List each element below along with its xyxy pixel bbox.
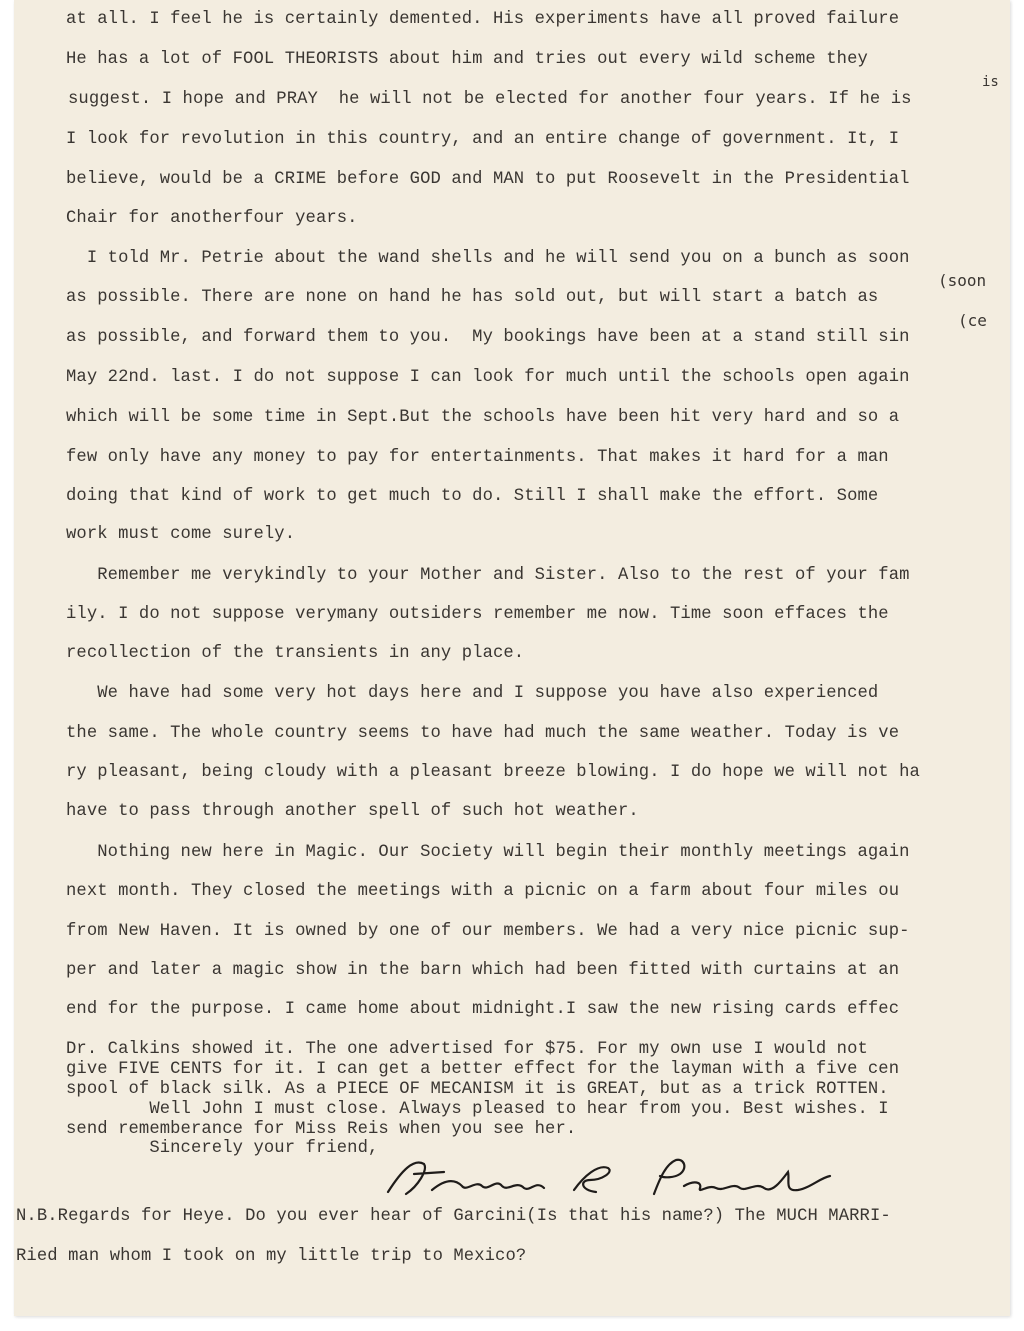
- letter-line: give FIVE CENTS for it. I can get a better effect for the layman with a five cen: [66, 1060, 900, 1079]
- letter-line: Well John I must close. Always pleased to hear from you. Best wishes. I: [66, 1100, 889, 1119]
- margin-note: (soon: [938, 271, 987, 290]
- letter-line: ry pleasant, being cloudy with a pleasant breeze blowing. I do hope we will not ha: [66, 763, 920, 782]
- margin-note: (ce: [958, 311, 987, 330]
- letter-line: work must come surely.: [66, 525, 296, 544]
- letter-line: next month. They closed the meetings with a picnic on a farm about four miles ou: [66, 882, 900, 901]
- letter-line: May 22nd. last. I do not suppose I can look for much until the schools open again: [66, 368, 910, 387]
- letter-line: per and later a magic show in the barn which had been fitted with curtains at an: [66, 961, 900, 980]
- letter-line: We have had some very hot days here and I suppose you have also experienced: [66, 684, 879, 703]
- letter-line: ily. I do not suppose verymany outsiders remember me now. Time soon effaces the: [66, 605, 889, 624]
- letter-line: which will be some time in Sept.But the schools have been hit very hard and so a: [66, 408, 900, 427]
- letter-line: recollection of the transients in any place.: [66, 644, 525, 663]
- margin-note: is: [982, 74, 999, 90]
- letter-line: as possible, and forward them to you. My bookings have been at a stand still sin: [66, 328, 910, 347]
- postscript-line: N.B.Regards for Heye. Do you ever hear of Garcini(Is that his name?) The MUCH MARRI-: [16, 1207, 891, 1226]
- letter-line: the same. The whole country seems to have had much the same weather. Today is ve: [66, 724, 900, 743]
- letter-line: I look for revolution in this country, and an entire change of government. It, I: [66, 130, 900, 149]
- letter-line: Remember me verykindly to your Mother and Sister. Also to the rest of your fam: [66, 566, 910, 585]
- letter-line: believe, would be a CRIME before GOD and MAN to put Roosevelt in the Presidential: [66, 170, 910, 189]
- letter-line: I told Mr. Petrie about the wand shells and he will send you on a bunch as soon: [66, 249, 910, 268]
- letter-line: suggest. I hope and PRAY he will not be elected for another four years. If he is: [68, 90, 912, 109]
- letter-line: end for the purpose. I came home about midnight.I saw the new rising cards effec: [66, 1000, 900, 1019]
- letter-line: Chair for anotherfour years.: [66, 209, 358, 228]
- letter-line: Dr. Calkins showed it. The one advertised for $75. For my own use I would not: [66, 1040, 868, 1059]
- letter-line: doing that kind of work to get much to do. Still I shall make the effort. Some: [66, 487, 879, 506]
- letter-line: as possible. There are none on hand he has sold out, but will start a batch as: [66, 288, 879, 307]
- letter-line: Sincerely your friend,: [66, 1139, 379, 1158]
- letter-line: spool of black silk. As a PIECE OF MECANISM it is GREAT, but as a trick ROTTEN.: [66, 1080, 889, 1099]
- letter-line: have to pass through another spell of such hot weather.: [66, 802, 639, 821]
- postscript-line: Ried man whom I took on my little trip to Mexico?: [16, 1247, 527, 1266]
- signature-scrawl: [384, 1150, 844, 1206]
- letter-line: He has a lot of FOOL THEORISTS about him and tries out every wild scheme they: [66, 50, 868, 69]
- letter-page: [14, 0, 1010, 1316]
- letter-line: send rememberance for Miss Reis when you see her.: [66, 1120, 577, 1139]
- letter-line: from New Haven. It is owned by one of our members. We had a very nice picnic sup-: [66, 922, 910, 941]
- letter-line: at all. I feel he is certainly demented. His experiments have all proved failure: [66, 10, 900, 29]
- signature: [384, 1150, 844, 1211]
- letter-line: Nothing new here in Magic. Our Society will begin their monthly meetings again: [66, 843, 910, 862]
- letter-line: few only have any money to pay for entertainments. That makes it hard for a man: [66, 448, 889, 467]
